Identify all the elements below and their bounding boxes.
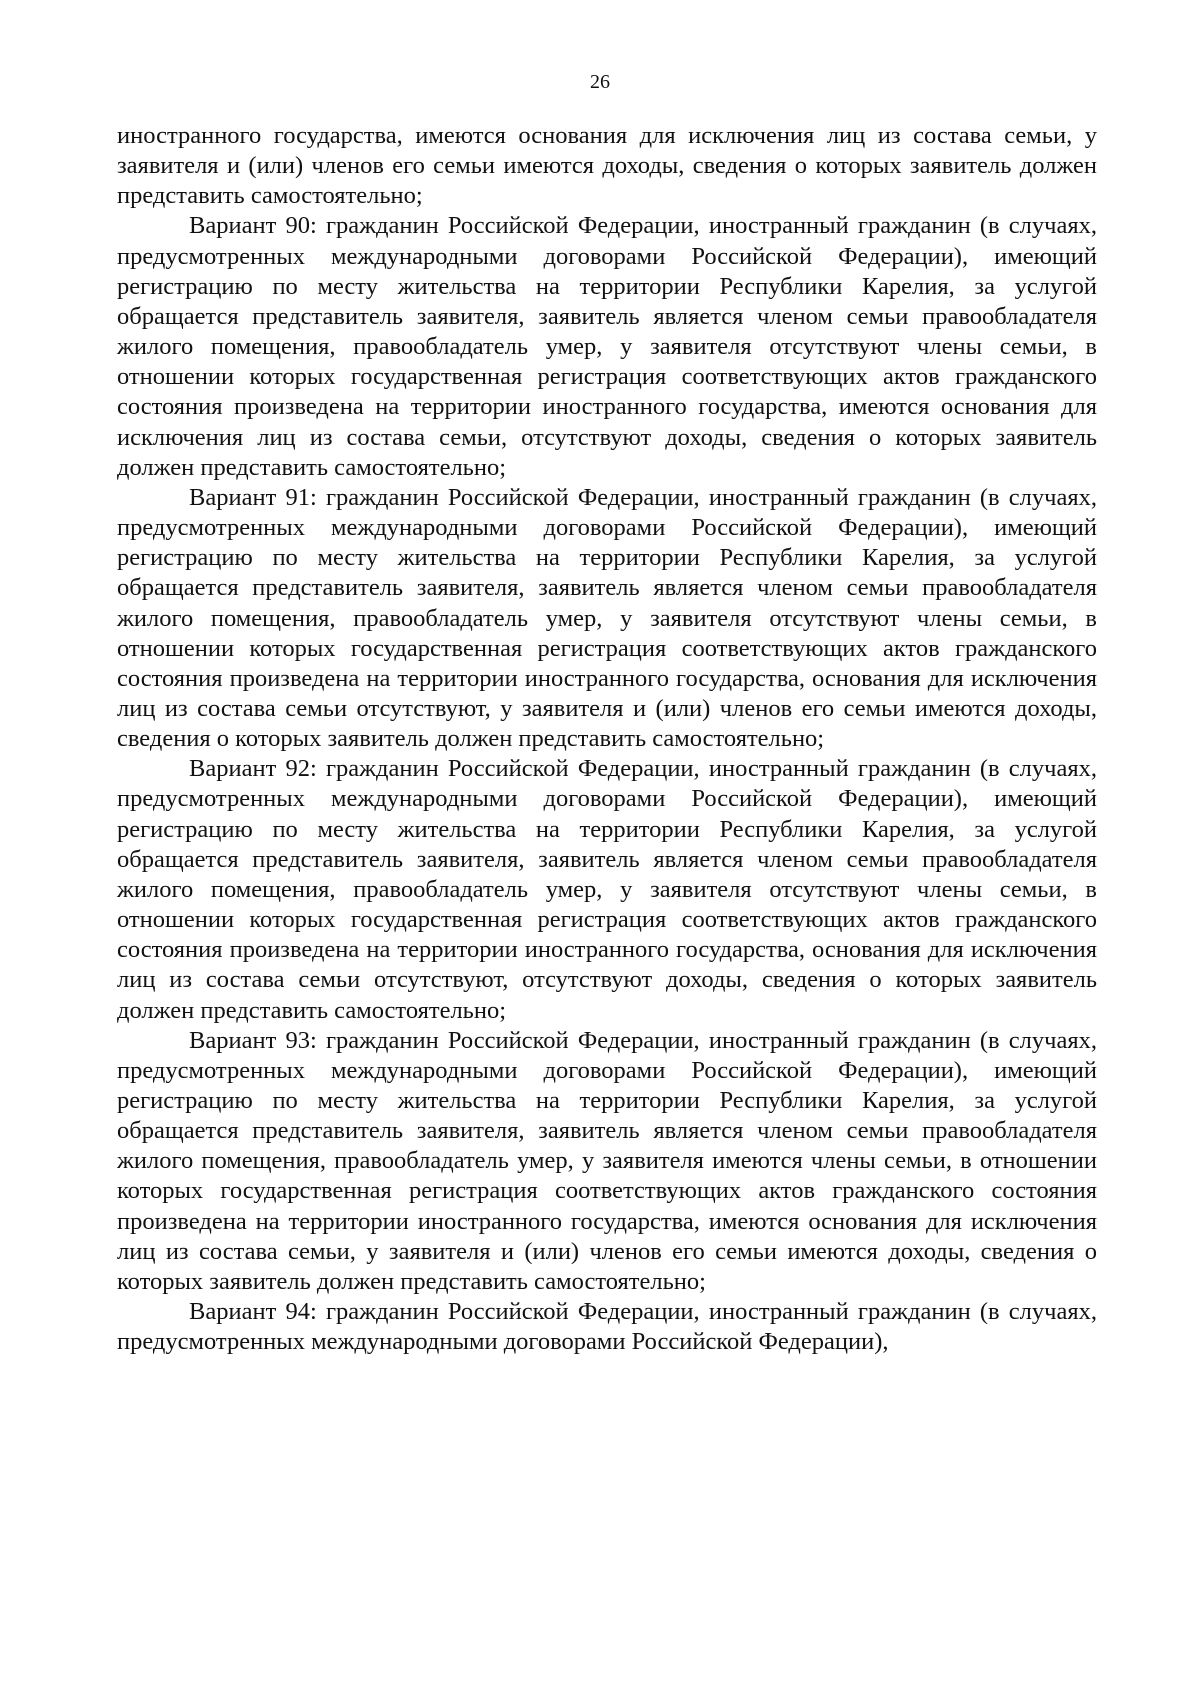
paragraph-variant-91: Вариант 91: гражданин Российской Федерации, иностранный гражданин (в случаях, предусмотренных международными договорами Российской Федерации), имеющий регистрацию по месту жительства на территории Республики Карелия, за услугой обращается представитель заявителя, заявитель является членом семьи правообладателя жилого помещения, правообладатель умер, у заявителя отсутствуют члены семьи, в отношении которых государственная регистрация соответствующих актов гражданского состояния произведена на территории иностранного государства, основания для исключения лиц из состава семьи отсутствуют, у заявителя и (или) членов его семьи имеются доходы, сведения о которых заявитель должен представить самостоятельно; [117, 483, 1097, 753]
document-body [117, 121, 1097, 1357]
paragraph-variant-92: Вариант 92: гражданин Российской Федерации, иностранный гражданин (в случаях, предусмотренных международными договорами Российской Федерации), имеющий регистрацию по месту жительства на территории Республики Карелия, за услугой обращается представитель заявителя, заявитель является членом семьи правообладателя жилого помещения, правообладатель умер, у заявителя отсутствуют члены семьи, в отношении которых государственная регистрация соответствующих актов гражданского состояния произведена на территории иностранного государства, основания для исключения лиц из состава семьи отсутствуют, отсутствуют доходы, сведения о которых заявитель должен представить самостоятельно; [117, 755, 1097, 1024]
paragraph-variant-93: Вариант 93: гражданин Российской Федерации, иностранный гражданин (в случаях, предусмотренных международными договорами Российской Федерации), имеющий регистрацию по месту жительства на территории Республики Карелия, за услугой обращается представитель заявителя, заявитель является членом семьи правообладателя жилого помещения, правообладатель умер, у заявителя имеются члены семьи, в отношении которых государственная регистрация соответствующих актов гражданского состояния произведена на территории иностранного государства, имеются основания для исключения лиц из состава семьи, у заявителя и (или) членов его семьи имеются доходы, сведения о которых заявитель должен представить самостоятельно; [117, 1026, 1097, 1295]
paragraph-variant-94: Вариант 94: гражданин Российской Федерации, иностранный гражданин (в случаях, предусмотренных международными договорами Российской Федерации), [117, 1298, 1097, 1356]
paragraph-variant-90: Вариант 90: гражданин Российской Федерации, иностранный гражданин (в случаях, предусмотренных международными договорами Российской Федерации), имеющий регистрацию по месту жительства на территории Республики Карелия, за услугой обращается представитель заявителя, заявитель является членом семьи правообладателя жилого помещения, правообладатель умер, у заявителя отсутствуют члены семьи, в отношении которых государственная регистрация соответствующих актов гражданского состояния произведена на территории иностранного государства, имеются основания для исключения лиц из состава семьи, отсутствуют доходы, сведения о которых заявитель должен представить самостоятельно; [117, 212, 1097, 481]
page-number: 26 [590, 71, 610, 93]
paragraph-continuation: иностранного государства, имеются основания для исключения лиц из состава семьи, у заявителя и (или) членов его семьи имеются доходы, сведения о которых заявитель должен представить самостоятельно; [117, 122, 1097, 210]
